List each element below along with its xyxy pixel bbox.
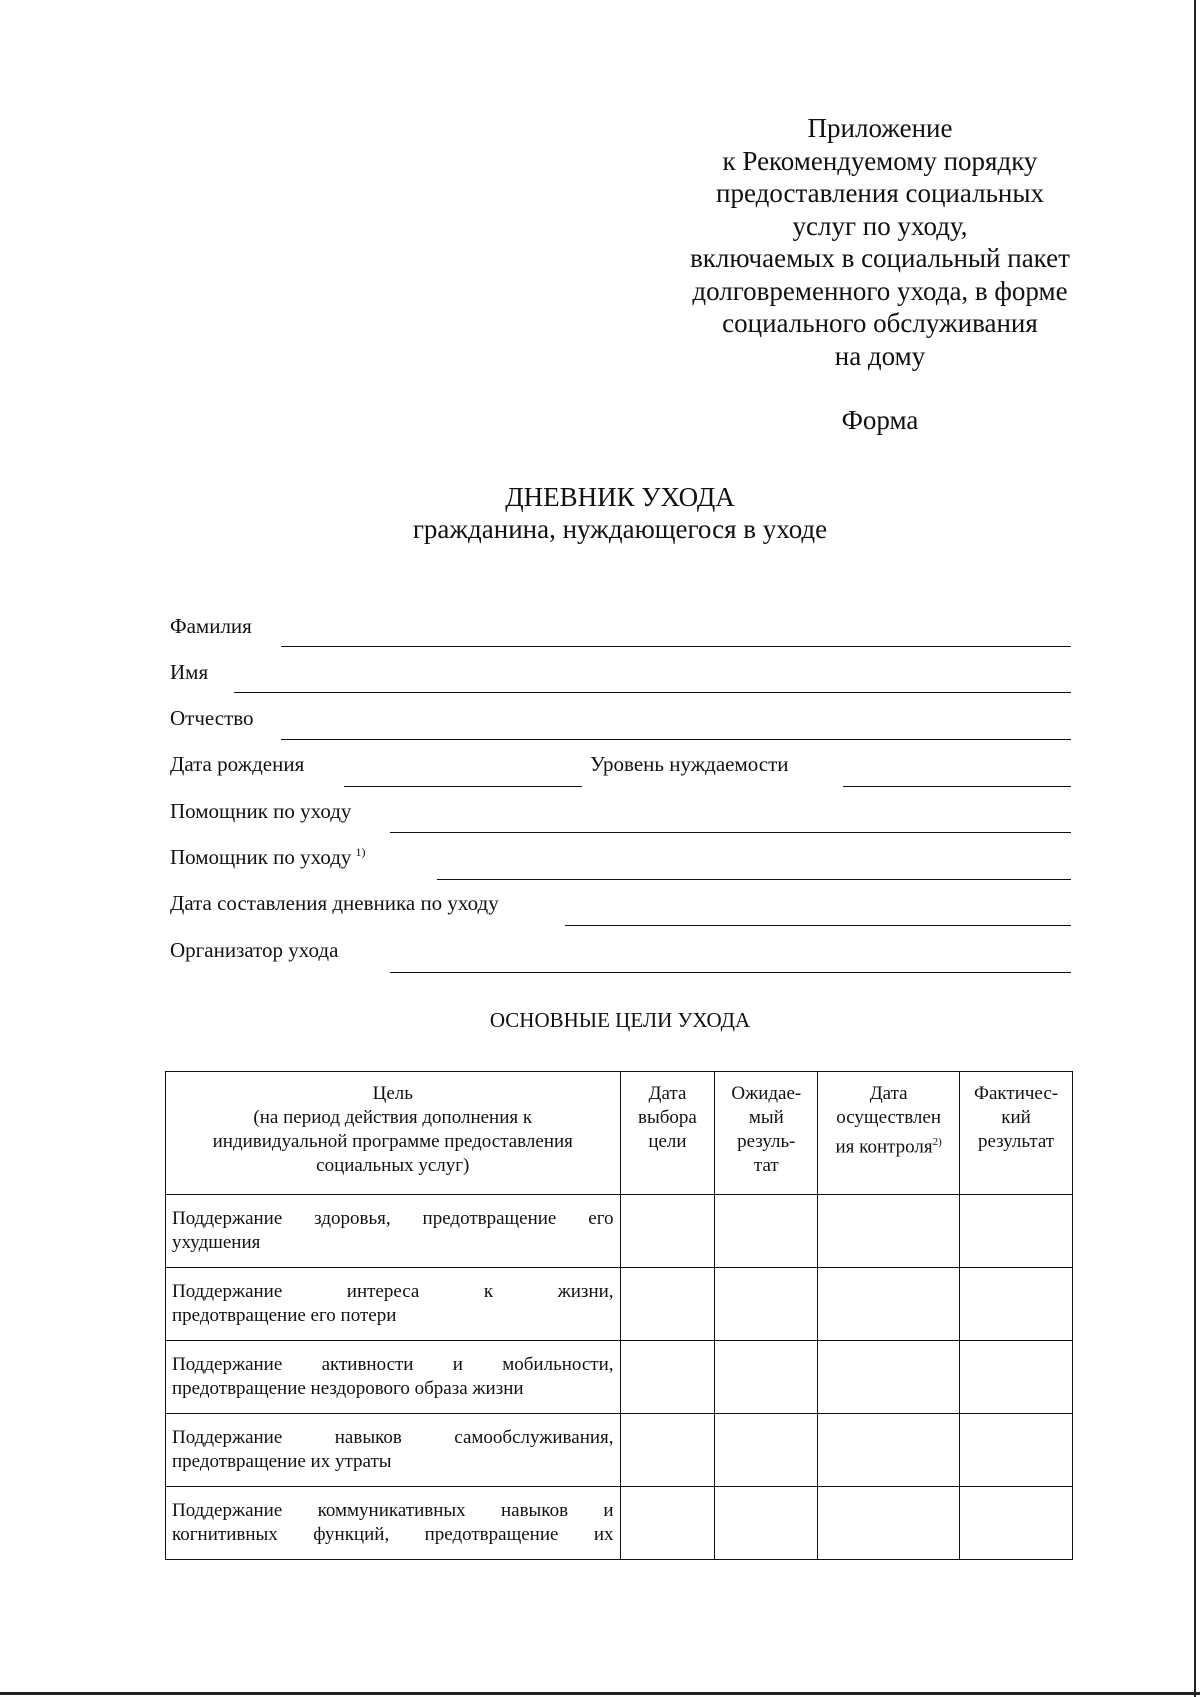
- diary-date-label: Дата составления дневника по уходу: [170, 891, 499, 915]
- actual-result-cell[interactable]: [960, 1487, 1073, 1560]
- care-assistant-field[interactable]: [390, 832, 1071, 833]
- goal-text-line: предотвращение его потери: [172, 1305, 397, 1326]
- goal-cell: [166, 1195, 621, 1268]
- header-select-date-line: Дата: [648, 1083, 687, 1104]
- header-expected-line: тат: [753, 1155, 779, 1176]
- appendix-line: Приложение: [807, 113, 953, 143]
- header-actual-line: результат: [977, 1131, 1055, 1152]
- care-assistant-2-label: [170, 845, 365, 870]
- goals-header-row: [166, 1072, 1073, 1195]
- control-date-cell[interactable]: [818, 1268, 960, 1341]
- actual-result-cell[interactable]: [960, 1414, 1073, 1487]
- appendix-line: социального обслуживания: [722, 308, 1038, 338]
- care-assistant-2-field[interactable]: [437, 879, 1071, 880]
- header-goal-line: Цель: [372, 1083, 413, 1104]
- goal-text-line: Поддержание коммуникативных навыков и: [172, 1500, 614, 1521]
- appendix-line: долговременного ухода, в форме: [692, 275, 1068, 306]
- header-actual-result: [960, 1072, 1073, 1195]
- header-expected-line: резуль-: [737, 1131, 796, 1152]
- goal-text-line: Поддержание навыков самообслуживания,: [172, 1427, 614, 1448]
- goal-text-line: когнитивных функций, предотвращение их: [172, 1524, 614, 1545]
- goal-text-line: Поддержание здоровья, предотвращение его: [172, 1208, 614, 1229]
- goal-text-line: Поддержание интереса к жизни,: [172, 1281, 614, 1302]
- header-control-date-text: ия контроля: [835, 1136, 933, 1158]
- header-control-date-line: осуществлен: [836, 1107, 942, 1128]
- surname-field[interactable]: [281, 646, 1071, 647]
- header-actual-line: кий: [1001, 1107, 1031, 1128]
- appendix-header: [660, 112, 1100, 372]
- need-level-label: Уровень нуждаемости: [590, 752, 789, 776]
- expected-result-cell[interactable]: [715, 1195, 818, 1268]
- expected-result-cell[interactable]: [715, 1414, 818, 1487]
- patronymic-label: Отчество: [170, 706, 254, 730]
- footnote-1-marker: 1): [355, 845, 366, 859]
- table-row: [166, 1414, 1073, 1487]
- header-control-date: [818, 1072, 960, 1195]
- select-date-cell[interactable]: [620, 1414, 715, 1487]
- header-expected-line: Ожидае-: [731, 1083, 802, 1104]
- header-actual-line: Фактичес-: [973, 1083, 1059, 1104]
- header-goal-line: социальных услуг): [316, 1155, 470, 1176]
- name-field[interactable]: [234, 692, 1071, 693]
- actual-result-cell[interactable]: [960, 1268, 1073, 1341]
- select-date-cell[interactable]: [620, 1268, 715, 1341]
- title-main: ДНЕВНИК УХОДА: [505, 482, 735, 512]
- control-date-cell[interactable]: [818, 1195, 960, 1268]
- care-assistant-2-text: Помощник по уходу: [170, 845, 352, 869]
- goal-text-line: предотвращение нездорового образа жизни: [172, 1378, 524, 1399]
- goal-cell: [166, 1414, 621, 1487]
- select-date-cell[interactable]: [620, 1341, 715, 1414]
- header-goal-line: индивидуальной программе предоставления: [212, 1131, 573, 1152]
- goal-cell: [166, 1487, 621, 1560]
- table-row: [166, 1268, 1073, 1341]
- select-date-cell[interactable]: [620, 1487, 715, 1560]
- control-date-cell[interactable]: [818, 1487, 960, 1560]
- header-select-date: [620, 1072, 715, 1195]
- header-control-date-line: Дата: [869, 1083, 908, 1104]
- goals-table: [165, 1071, 1073, 1560]
- page-border-right: [1194, 0, 1196, 1697]
- table-row: [166, 1487, 1073, 1560]
- form-label: Форма: [841, 405, 919, 435]
- goal-text-line: предотвращение их утраты: [172, 1451, 392, 1472]
- expected-result-cell[interactable]: [715, 1268, 818, 1341]
- birth-date-field[interactable]: [344, 786, 582, 787]
- appendix-line: на дому: [834, 340, 926, 371]
- expected-result-cell[interactable]: [715, 1487, 818, 1560]
- header-select-date-line: выбора: [638, 1107, 697, 1128]
- header-control-date-line: [822, 1130, 955, 1159]
- diary-date-field[interactable]: [565, 925, 1071, 926]
- header-select-date-line: цели: [648, 1131, 687, 1152]
- actual-result-cell[interactable]: [960, 1195, 1073, 1268]
- appendix-line: предоставления социальных: [716, 178, 1044, 208]
- goals-title: ОСНОВНЫЕ ЦЕЛИ УХОДА: [489, 1008, 751, 1032]
- expected-result-cell[interactable]: [715, 1341, 818, 1414]
- name-label: Имя: [170, 660, 209, 684]
- goal-text-line: ухудшения: [172, 1232, 261, 1253]
- goal-cell: [166, 1341, 621, 1414]
- table-row: [166, 1195, 1073, 1268]
- control-date-cell[interactable]: [818, 1414, 960, 1487]
- care-organizer-label: Организатор ухода: [170, 938, 339, 962]
- header-expected-line: мый: [748, 1107, 784, 1128]
- patronymic-field[interactable]: [281, 739, 1071, 740]
- title-sub: гражданина, нуждающегося в уходе: [412, 514, 828, 544]
- goal-cell: [166, 1268, 621, 1341]
- header-goal: [166, 1072, 621, 1195]
- appendix-line: к Рекомендуемому порядку: [722, 145, 1038, 176]
- care-assistant-label: Помощник по уходу: [170, 799, 352, 823]
- need-level-field[interactable]: [843, 786, 1071, 787]
- appendix-line: включаемых в социальный пакет: [690, 243, 1070, 273]
- surname-label: Фамилия: [170, 614, 252, 638]
- select-date-cell[interactable]: [620, 1195, 715, 1268]
- footnote-2-marker: 2): [932, 1136, 942, 1148]
- page-border-bottom: [0, 1692, 1200, 1695]
- care-organizer-field[interactable]: [390, 972, 1071, 973]
- header-expected-result: [715, 1072, 818, 1195]
- control-date-cell[interactable]: [818, 1341, 960, 1414]
- birth-date-label: Дата рождения: [170, 752, 305, 776]
- header-goal-line: (на период действия дополнения к: [253, 1107, 533, 1128]
- document-title: [0, 481, 1200, 545]
- appendix-line: услуг по уходу,: [792, 210, 968, 241]
- table-row: [166, 1341, 1073, 1414]
- goal-text-line: Поддержание активности и мобильности,: [172, 1354, 614, 1375]
- actual-result-cell[interactable]: [960, 1341, 1073, 1414]
